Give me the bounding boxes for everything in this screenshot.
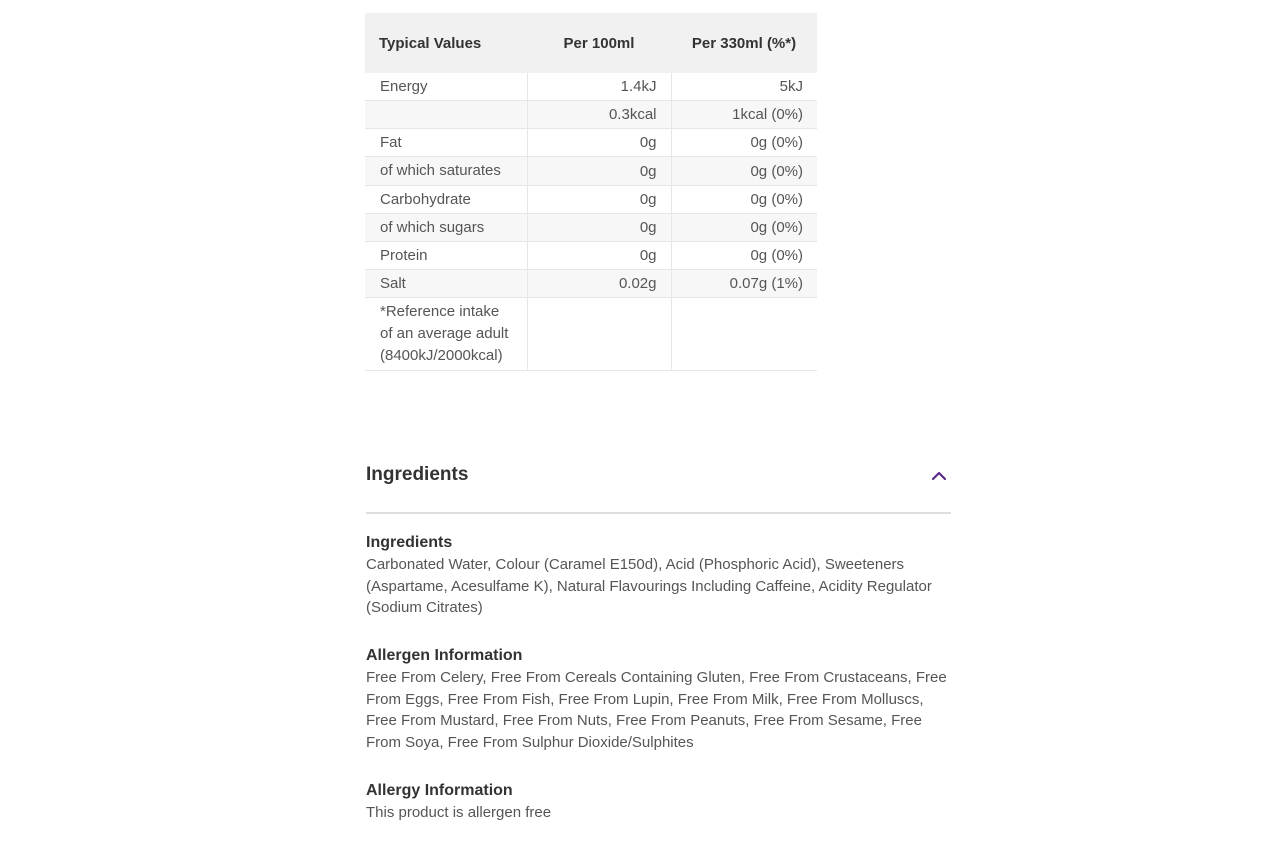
per-330ml-value: 0g (0%): [671, 242, 817, 270]
per-330ml-value: 1kcal (0%): [671, 101, 817, 129]
per-100ml-value: 0g: [527, 157, 671, 186]
per-330ml-value: 0g (0%): [671, 214, 817, 242]
nutrition-header-row: [365, 13, 817, 73]
header-per-330ml: Per 330ml (%*): [671, 13, 817, 73]
per-100ml-value: 0.02g: [527, 270, 671, 298]
per-100ml-value: 0.3kcal: [527, 101, 671, 129]
accordion-title: Ingredients: [366, 464, 469, 485]
table-row: [365, 214, 817, 242]
nutrient-label: Carbohydrate: [365, 186, 527, 214]
nutrient-label: Energy: [365, 73, 527, 101]
nutrient-label: Fat: [365, 129, 527, 157]
per-330ml-value: 0g (0%): [671, 186, 817, 214]
allergen-text: Free From Celery, Free From Cereals Containing Gluten, Free From Crustaceans, Free From Eggs, Free From Fish, Free From Lupin, Free From Milk, Free From Molluscs, Free From Mustard, Free From Nuts, Free From Peanuts, Free From Sesame, Free From Soya, Free From Sulphur Dioxide/Sulphites: [366, 669, 947, 751]
table-row: [365, 242, 817, 270]
per-330ml-value: [671, 298, 817, 371]
table-row: [365, 298, 817, 371]
table-row: [365, 157, 817, 186]
nutrient-label: [365, 101, 527, 129]
per-100ml-value: 1.4kJ: [527, 73, 671, 101]
allergen-section: [366, 645, 956, 753]
nutrient-label: of which sugars: [365, 214, 527, 242]
allergen-heading: Allergen Information: [366, 647, 523, 664]
allergy-text: This product is allergen free: [366, 804, 552, 821]
chevron-up-icon[interactable]: [931, 468, 947, 484]
nutrient-label: Salt: [365, 270, 527, 298]
ingredients-section: [366, 532, 956, 619]
ingredients-accordion-header[interactable]: [366, 452, 951, 514]
nutrient-label: of which saturates: [365, 157, 527, 186]
allergy-section: [366, 780, 956, 824]
table-row: [365, 73, 817, 101]
allergy-heading: Allergy Information: [366, 782, 513, 799]
nutrient-label: Protein: [365, 242, 527, 270]
table-row: [365, 101, 817, 129]
per-100ml-value: 0g: [527, 214, 671, 242]
header-typical-values: Typical Values: [365, 13, 527, 73]
nutrition-table: [365, 13, 817, 371]
per-330ml-value: 0g (0%): [671, 157, 817, 186]
table-row: [365, 186, 817, 214]
per-330ml-value: 0g (0%): [671, 129, 817, 157]
ingredients-text: Carbonated Water, Colour (Caramel E150d), Acid (Phosphoric Acid), Sweeteners (Aspartame, Acesulfame K), Natural Flavourings Including Caffeine, Acidity Regulator (Sodium Citrates): [366, 556, 932, 616]
header-per-100ml: Per 100ml: [527, 13, 671, 73]
ingredients-heading: Ingredients: [366, 534, 453, 551]
reference-intake-note: *Reference intake of an average adult (8400kJ/2000kcal): [365, 298, 527, 371]
table-row: [365, 270, 817, 298]
per-330ml-value: 0.07g (1%): [671, 270, 817, 298]
per-330ml-value: 5kJ: [671, 73, 817, 101]
table-row: [365, 129, 817, 157]
per-100ml-value: 0g: [527, 186, 671, 214]
per-100ml-value: 0g: [527, 242, 671, 270]
per-100ml-value: 0g: [527, 129, 671, 157]
per-100ml-value: [527, 298, 671, 371]
